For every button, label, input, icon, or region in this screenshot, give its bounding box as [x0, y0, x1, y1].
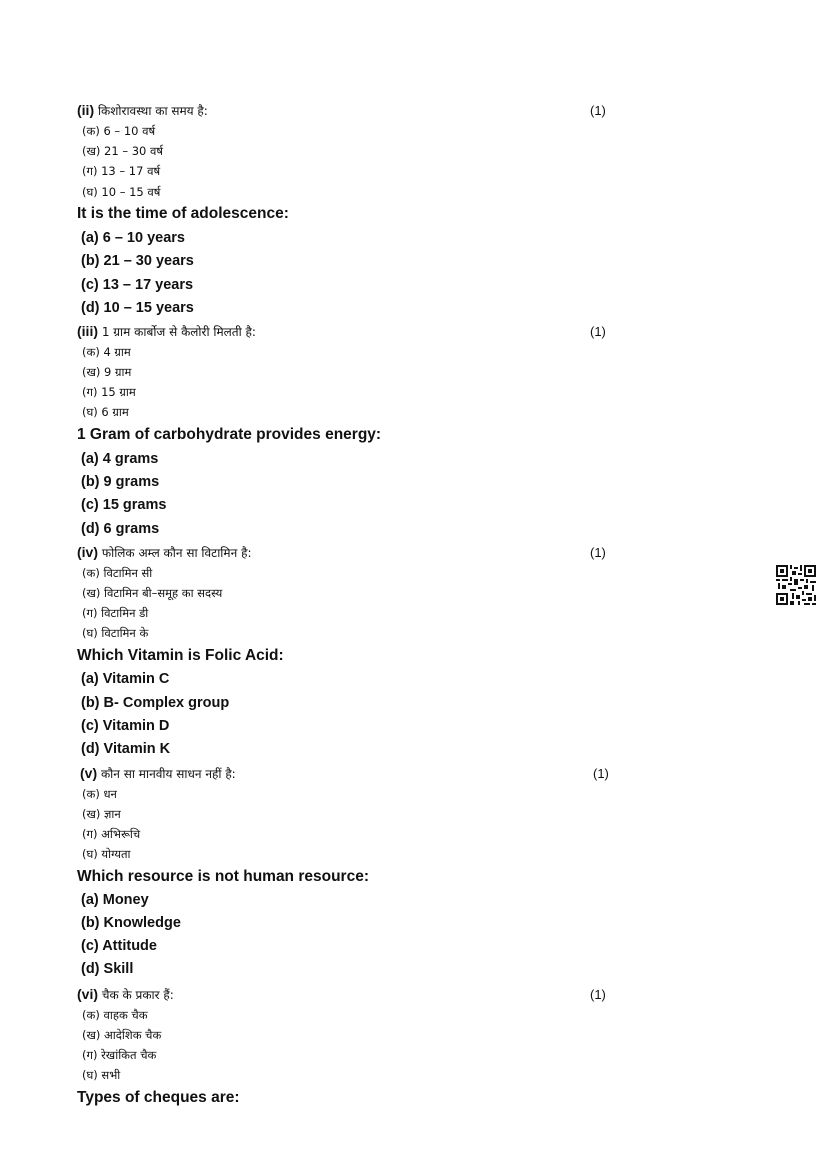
- question-v-hindi: [80, 765, 236, 782]
- option-english: (c) 13 – 17 years: [81, 277, 194, 293]
- option-english: (b) 9 grams: [81, 474, 160, 490]
- option-hindi: (क) 6 – 10 वर्ष: [82, 124, 156, 138]
- option-english: (c) Attitude: [81, 938, 157, 954]
- option-hindi: (ग) रेखांकित चैक: [82, 1048, 157, 1062]
- option-hindi: (ख) 9 ग्राम: [82, 365, 132, 379]
- question-number: (iv): [77, 544, 98, 560]
- question-marks: (1): [590, 545, 606, 560]
- option-english: (c) 15 grams: [81, 497, 167, 513]
- option-hindi: (घ) सभी: [82, 1068, 121, 1082]
- question-text-english: 1 Gram of carbohydrate provides energy:: [77, 426, 382, 443]
- option-hindi: (घ) 6 ग्राम: [82, 405, 129, 419]
- option-hindi: (ख) 21 – 30 वर्ष: [82, 144, 164, 158]
- option-hindi: (ख) आदेशिक चैक: [82, 1028, 162, 1042]
- option-hindi: (ग) 15 ग्राम: [82, 385, 136, 399]
- option-hindi: (क) 4 ग्राम: [82, 345, 131, 359]
- question-ii-hindi: [77, 102, 208, 119]
- option-english: (d) 10 – 15 years: [81, 300, 194, 316]
- question-marks: (1): [590, 987, 606, 1002]
- question-text-english: Which resource is not human resource:: [77, 868, 369, 885]
- option-english: (d) 6 grams: [81, 521, 160, 537]
- option-hindi: (क) वाहक चैक: [82, 1008, 148, 1022]
- question-text-english: Types of cheques are:: [77, 1089, 240, 1106]
- question-number: (ii): [77, 102, 95, 118]
- question-text-hindi: किशोरावस्था का समय है:: [97, 104, 208, 118]
- question-text-hindi: चैक के प्रकार हैं:: [101, 988, 174, 1002]
- question-text-english: It is the time of adolescence:: [77, 205, 289, 222]
- question-number: (v): [80, 765, 98, 781]
- option-hindi: (ग) अभिरूचि: [82, 827, 141, 841]
- option-english: (d) Skill: [81, 961, 134, 977]
- question-iii-hindi: [77, 323, 256, 340]
- question-number: (iii): [77, 323, 98, 339]
- option-english: (b) B- Complex group: [81, 695, 230, 711]
- option-hindi: (घ) 10 – 15 वर्ष: [82, 185, 161, 199]
- option-english: (a) Vitamin C: [81, 671, 170, 687]
- option-hindi: (क) धन: [82, 787, 117, 801]
- option-english: (c) Vitamin D: [81, 718, 170, 734]
- option-hindi: (ग) 13 – 17 वर्ष: [82, 164, 161, 178]
- question-vi-hindi: [77, 986, 174, 1003]
- option-english: (d) Vitamin K: [81, 741, 171, 757]
- option-hindi: (घ) विटामिन के: [82, 626, 149, 640]
- option-hindi: (ग) विटामिन डी: [82, 606, 149, 620]
- question-marks: (1): [590, 324, 606, 339]
- option-hindi: (क) विटामिन सी: [82, 566, 153, 580]
- question-marks: (1): [593, 766, 609, 781]
- question-text-hindi: कौन सा मानवीय साधन नहीं है:: [100, 767, 236, 781]
- option-hindi: (ख) विटामिन बी–समूह का सदस्य: [82, 586, 223, 600]
- question-text-hindi: फोलिक अम्ल कौन सा विटामिन है:: [101, 546, 252, 560]
- option-english: (a) Money: [81, 892, 149, 908]
- option-english: (b) Knowledge: [81, 915, 181, 931]
- question-text-english: Which Vitamin is Folic Acid:: [77, 647, 284, 664]
- question-iv-hindi: [77, 544, 251, 561]
- option-hindi: (ख) ज्ञान: [82, 807, 121, 821]
- question-marks: (1): [590, 103, 606, 118]
- option-english: (a) 6 – 10 years: [81, 230, 185, 246]
- option-english: (b) 21 – 30 years: [81, 253, 194, 269]
- option-english: (a) 4 grams: [81, 451, 159, 467]
- question-text-hindi: 1 ग्राम कार्बोज से कैलोरी मिलती है:: [101, 325, 256, 339]
- qr-code-icon: [776, 565, 816, 605]
- question-number: (vi): [77, 986, 98, 1002]
- option-hindi: (घ) योग्यता: [82, 847, 131, 861]
